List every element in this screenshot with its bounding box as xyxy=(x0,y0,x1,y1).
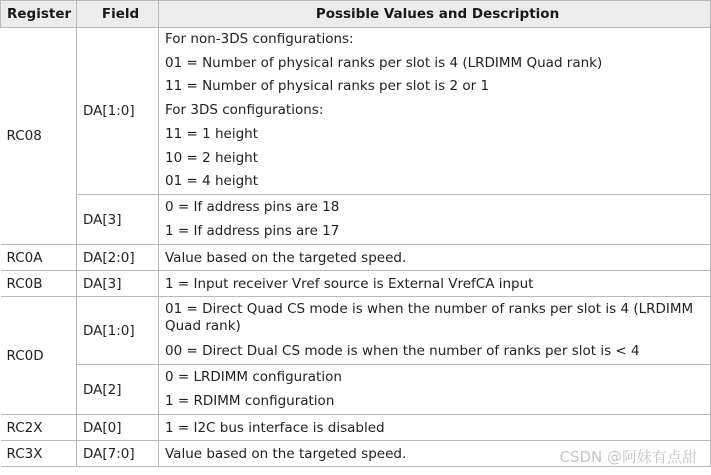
description-line: 1 = If address pins are 17 xyxy=(165,222,340,239)
field-cell: DA[3] xyxy=(77,271,159,297)
table-row xyxy=(1,271,711,297)
description-line: For 3DS configurations: xyxy=(165,102,324,119)
description-line: 11 = Number of physical ranks per slot is 2 or 1 xyxy=(165,78,490,95)
description-line: For non-3DS configurations: xyxy=(165,31,354,48)
table-row xyxy=(1,245,711,271)
register-cell: RC2X xyxy=(1,415,77,441)
description-line: 10 = 2 height xyxy=(165,149,258,166)
description-line: 01 = Direct Quad CS mode is when the number of ranks per slot is 4 (LRDIMM Quad rank) xyxy=(165,301,694,334)
description-cell xyxy=(159,297,711,365)
field-cell: DA[7:0] xyxy=(77,441,159,467)
table-row xyxy=(1,28,711,195)
table-row xyxy=(1,415,711,441)
description-cell: Value based on the targeted speed. xyxy=(159,441,711,467)
register-cell: RC08 xyxy=(1,28,77,245)
register-cell: RC0D xyxy=(1,297,77,415)
description-line: 01 = Number of physical ranks per slot is 4 (LRDIMM Quad rank) xyxy=(165,54,603,71)
description-line: 0 = If address pins are 18 xyxy=(165,198,340,215)
description-line: 0 = LRDIMM configuration xyxy=(165,368,342,385)
header-description: Possible Values and Description xyxy=(159,1,711,28)
description-cell xyxy=(159,195,711,245)
table-row xyxy=(1,297,711,365)
description-cell: Value based on the targeted speed. xyxy=(159,245,711,271)
header-field: Field xyxy=(77,1,159,28)
description-cell xyxy=(159,365,711,415)
table-header-row xyxy=(1,1,711,28)
field-cell: DA[1:0] xyxy=(77,28,159,195)
field-cell: DA[2] xyxy=(77,365,159,415)
description-line: 01 = 4 height xyxy=(165,173,258,190)
watermark: CSDN @阿妹有点甜 xyxy=(559,448,697,466)
header-register: Register xyxy=(1,1,77,28)
description-line: 00 = Direct Dual CS mode is when the number of ranks per slot is < 4 xyxy=(165,343,640,359)
field-cell: DA[3] xyxy=(77,195,159,245)
description-line: 1 = RDIMM configuration xyxy=(165,392,335,409)
register-cell: RC0A xyxy=(1,245,77,271)
register-cell: RC0B xyxy=(1,271,77,297)
description-cell: 1 = I2C bus interface is disabled xyxy=(159,415,711,441)
register-cell: RC3X xyxy=(1,441,77,467)
field-cell: DA[2:0] xyxy=(77,245,159,271)
description-cell: 1 = Input receiver Vref source is External VrefCA input xyxy=(159,271,711,297)
description-line: 11 = 1 height xyxy=(165,125,258,142)
description-cell xyxy=(159,28,711,195)
field-cell: DA[0] xyxy=(77,415,159,441)
table-row xyxy=(1,365,711,415)
field-cell: DA[1:0] xyxy=(77,297,159,365)
table-row xyxy=(1,195,711,245)
